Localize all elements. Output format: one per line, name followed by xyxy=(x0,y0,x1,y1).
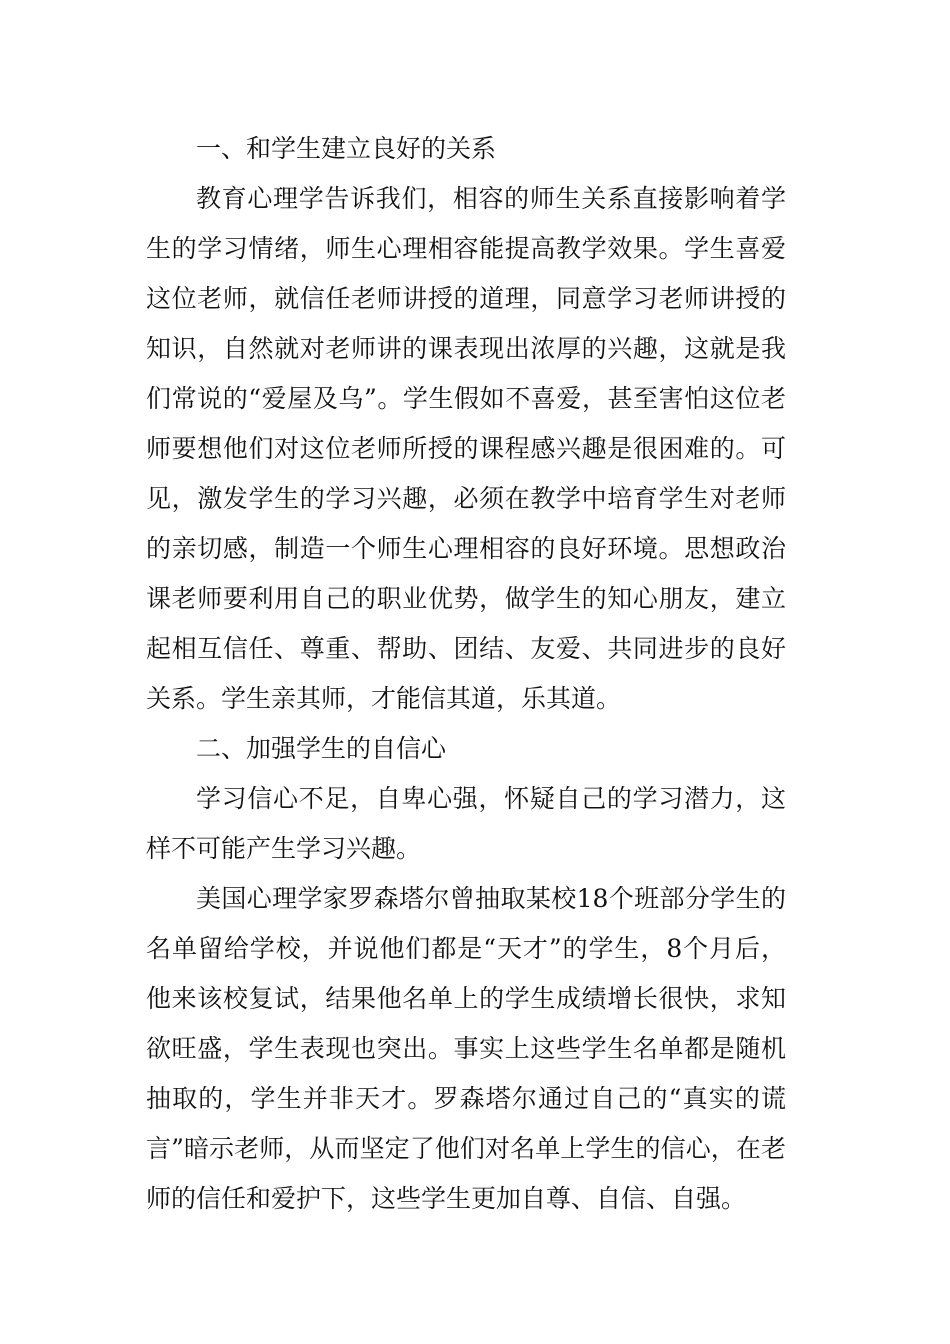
document-page xyxy=(146,124,786,1224)
body-paragraph-1: 教育心理学告诉我们，相容的师生关系直接影响着学生的学习情绪，师生心理相容能提高教学效果。学生喜爱这位老师，就信任老师讲授的道理，同意学习老师讲授的知识，自然就对老师讲的课表现出浓厚的兴趣，这就是我们常说的“爱屋及乌”。学生假如不喜爱，甚至害怕这位老师要想他们对这位老师所授的课程感兴趣是很困难的。可见，激发学生的学习兴趣，必须在教学中培育学生对老师的亲切感，制造一个师生心理相容的良好环境。思想政治课老师要利用自己的职业优势，做学生的知心朋友，建立起相互信任、尊重、帮助、团结、友爱、共同进步的良好关系。学生亲其师，才能信其道，乐其道。 xyxy=(146,184,786,713)
body-paragraph-3: 美国心理学家罗森塔尔曾抽取某校18个班部分学生的名单留给学校，并说他们都是“天才”的学生，8个月后，他来该校复试，结果他名单上的学生成绩增长很快，求知欲旺盛，学生表现也突出。事实上这些学生名单都是随机抽取的，学生并非天才。罗森塔尔通过自己的“真实的谎言”暗示老师，从而坚定了他们对名单上学生的信心，在老师的信任和爱护下，这些学生更加自尊、自信、自强。 xyxy=(146,884,786,1213)
section-heading-1: 一、和学生建立良好的关系 xyxy=(196,134,497,163)
body-paragraph-2: 学习信心不足，自卑心强，怀疑自己的学习潜力，这样不可能产生学习兴趣。 xyxy=(146,784,786,863)
section-heading-2: 二、加强学生的自信心 xyxy=(196,734,447,763)
